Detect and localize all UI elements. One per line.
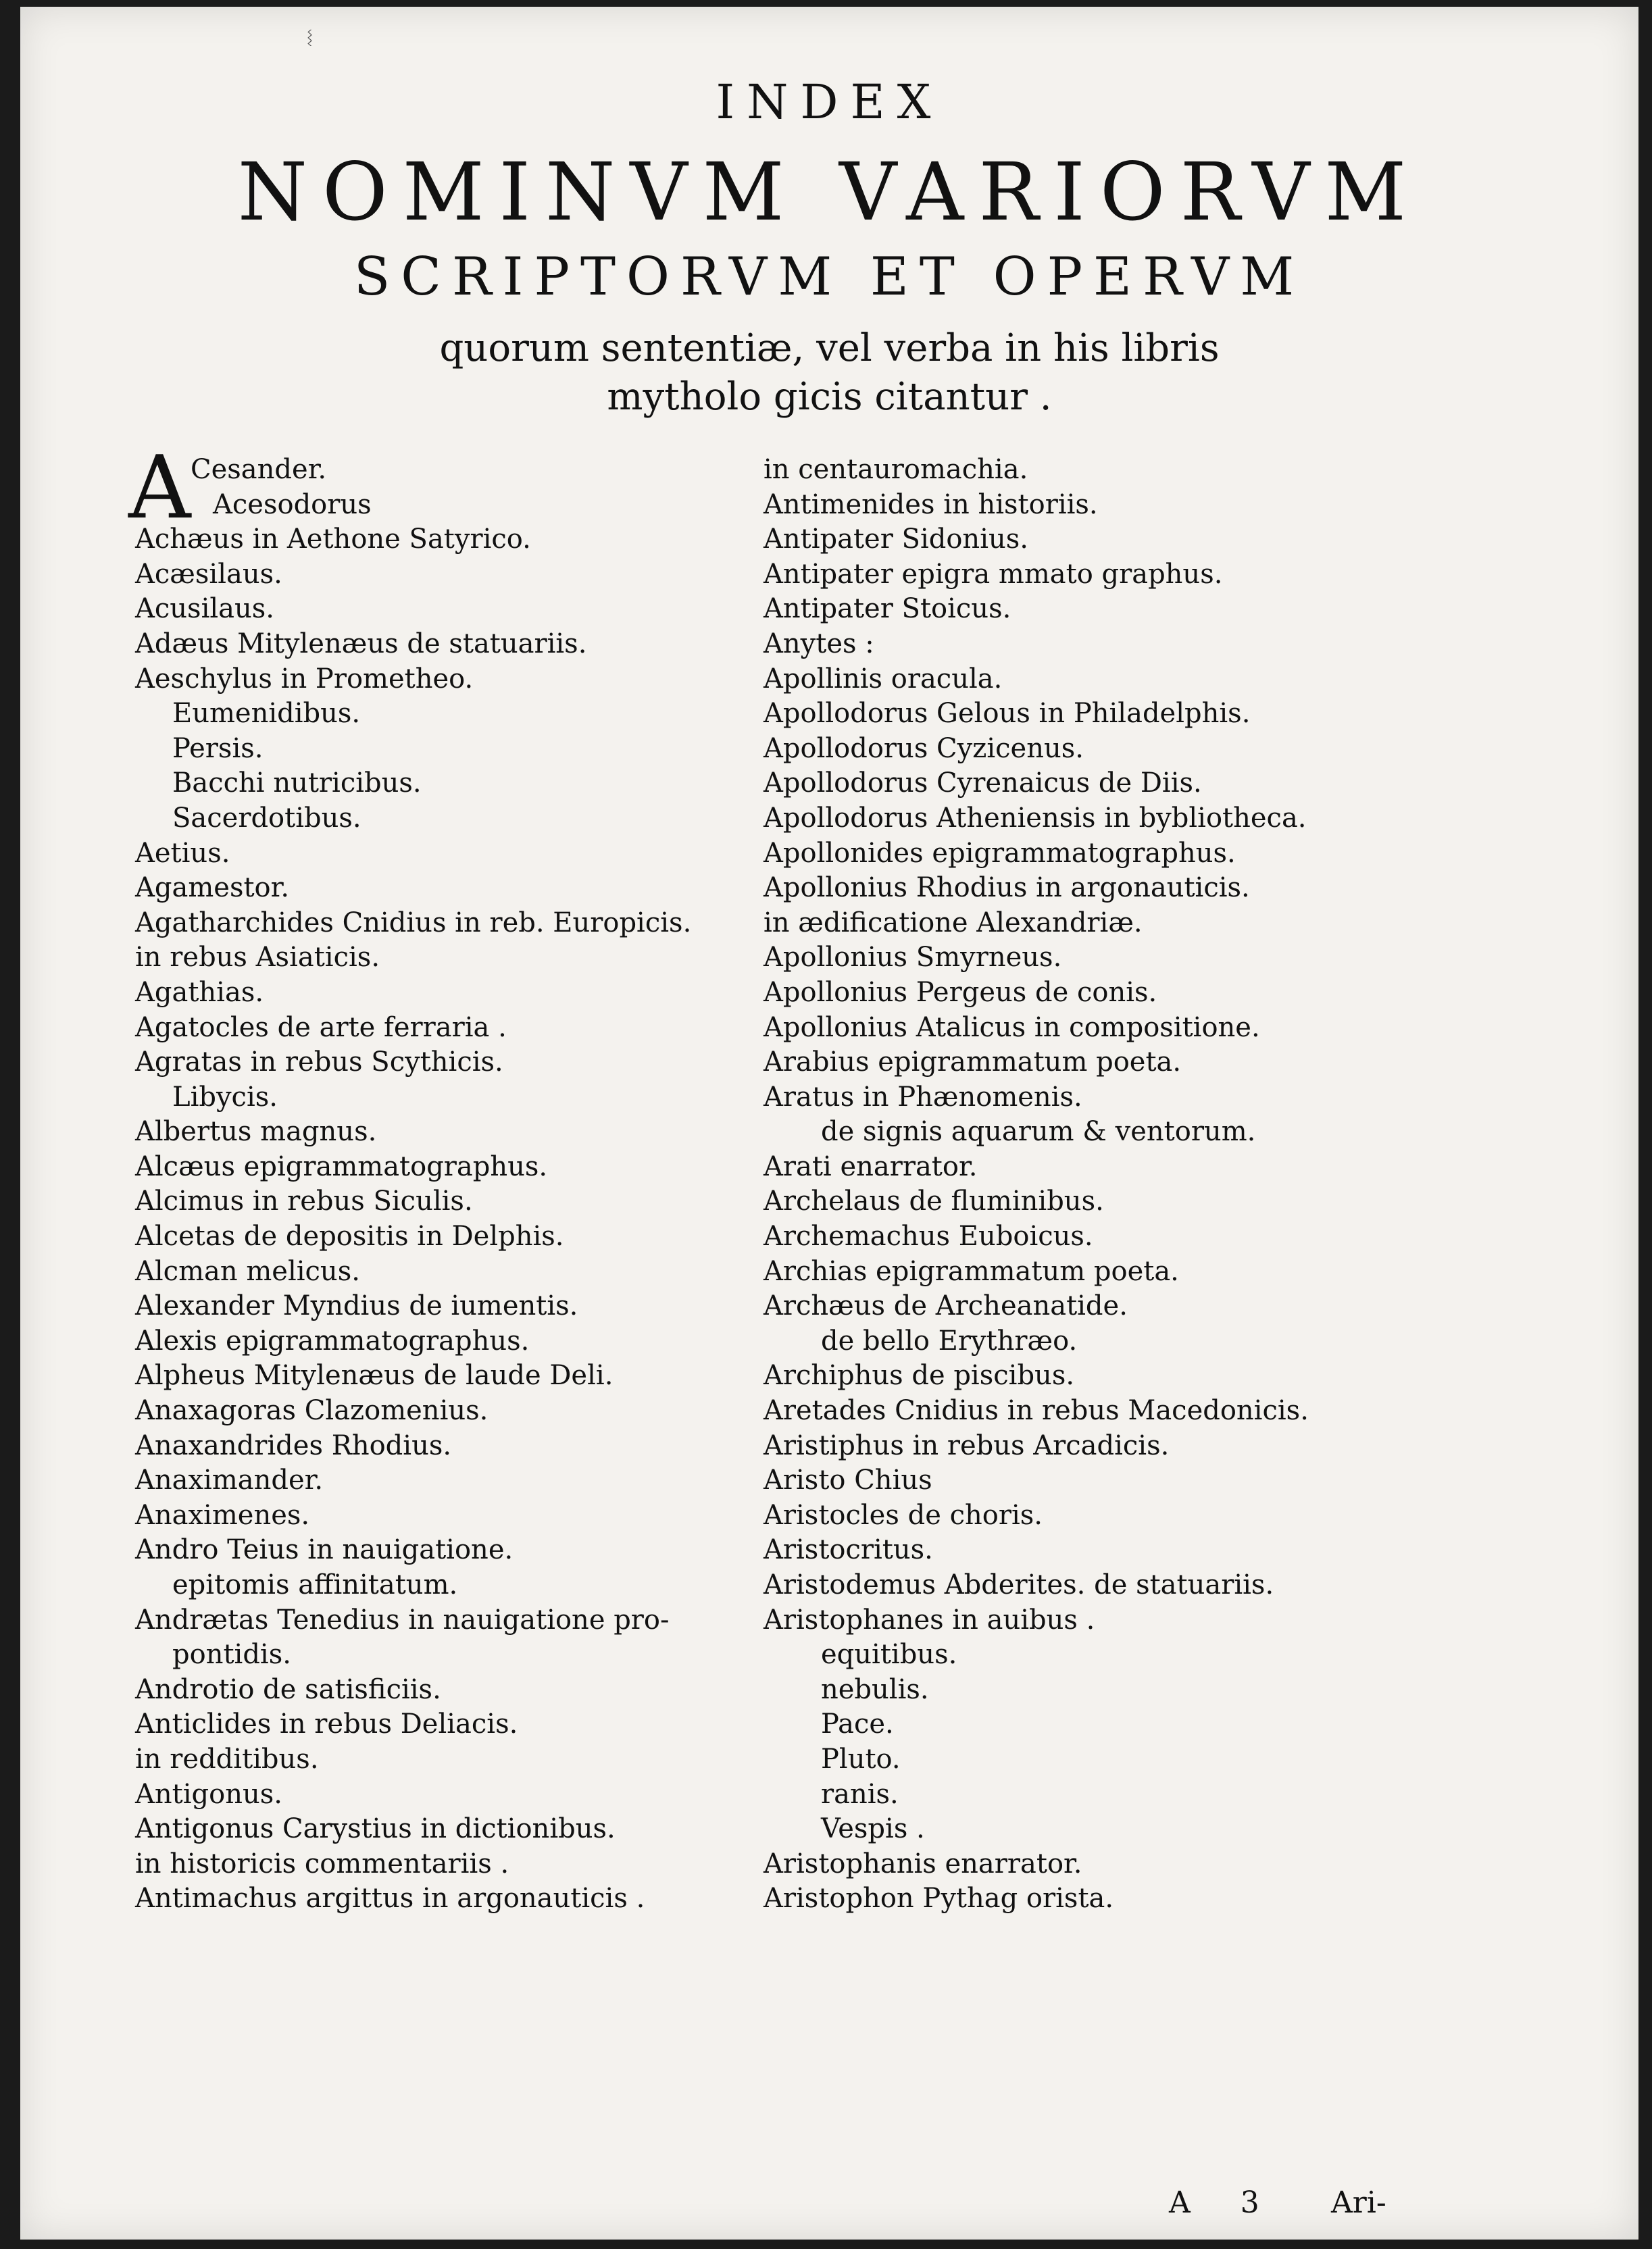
- index-entry: Antipater epigra mmato graphus.: [764, 558, 1223, 590]
- index-entry: Anaxagoras Clazomenius.: [135, 1395, 489, 1427]
- index-entry: Cesander.: [191, 454, 327, 485]
- index-subentry: ranis.: [821, 1778, 899, 1810]
- index-entry: Antigonus.: [135, 1778, 282, 1810]
- index-entry: Agatocles de arte ferraria .: [135, 1011, 507, 1043]
- subtitle-line-1: quorum sententiæ, vel verba in his libris: [439, 326, 1220, 370]
- index-entry: Adæus Mitylenæus de statuariis.: [135, 628, 587, 659]
- index-entry: Alcimus in rebus Siculis.: [135, 1186, 473, 1217]
- index-entry: Acæsilaus.: [135, 558, 282, 590]
- index-subentry: Vespis .: [821, 1813, 925, 1845]
- title-scriptorum: SCRIPTORVM ET OPERVM: [353, 247, 1305, 307]
- book-page: [20, 7, 1638, 2240]
- index-entry: Agratas in rebus Scythicis.: [135, 1046, 503, 1078]
- index-subentry: Bacchi nutricibus.: [172, 767, 422, 799]
- drop-capital: A: [128, 438, 191, 538]
- index-entry: Archemachus Euboicus.: [764, 1221, 1093, 1253]
- index-entry: Aeschylus in Prometheo.: [135, 663, 474, 694]
- index-entry: Archæus de Archeanatide.: [764, 1290, 1128, 1322]
- index-entry: Agathias.: [135, 976, 264, 1008]
- title-nominum: NOMINVM VARIORVM: [237, 145, 1422, 238]
- index-subentry: Eumenidibus.: [172, 698, 361, 730]
- index-subentry: Sacerdotibus.: [172, 802, 361, 834]
- index-subentry: in historicis commentariis .: [135, 1848, 509, 1879]
- index-entry: Apollonides epigrammatographus.: [764, 837, 1236, 869]
- index-entry: Anaximander.: [135, 1465, 324, 1496]
- index-entry: Aristiphus in rebus Arcadicis.: [764, 1430, 1170, 1461]
- index-entry: Aratus in Phænomenis.: [764, 1081, 1082, 1113]
- index-entry: Albertus magnus.: [135, 1116, 377, 1148]
- index-entry: Arabius epigrammatum poeta.: [764, 1046, 1182, 1078]
- index-entry: Aretades Cnidius in rebus Macedonicis.: [764, 1395, 1309, 1427]
- catchword: Ari-: [1331, 2185, 1386, 2220]
- index-entry: Andrætas Tenedius in nauigatione pro-: [135, 1604, 670, 1636]
- index-entry: Androtio de satisficiis.: [135, 1673, 441, 1705]
- index-entry: Acusilaus.: [135, 593, 275, 625]
- index-entry: Aristodemus Abderites. de statuariis.: [764, 1569, 1274, 1600]
- index-entry: Alexander Myndius de iumentis.: [135, 1290, 578, 1322]
- index-subentry: in centauromachia.: [764, 454, 1028, 485]
- index-entry: Aristophanes in auibus .: [764, 1604, 1095, 1636]
- index-entry: Apollonius Rhodius in argonauticis.: [764, 872, 1250, 904]
- index-subentry: Pace.: [821, 1709, 894, 1740]
- index-subentry: Persis.: [172, 732, 264, 764]
- index-entry: Alpheus Mitylenæus de laude Deli.: [135, 1360, 614, 1392]
- index-entry: Anytes :: [764, 628, 874, 659]
- index-entry: Apollonius Smyrneus.: [764, 942, 1062, 974]
- subtitle: [20, 324, 1638, 422]
- index-entry: Anticlides in rebus Deliacis.: [135, 1709, 518, 1740]
- index-entry: Apollodorus Atheniensis in bybliotheca.: [764, 802, 1307, 834]
- index-subentry: in ædificatione Alexandriæ.: [764, 907, 1143, 938]
- index-subentry: Libycis.: [172, 1081, 278, 1113]
- subtitle-line-2: mytholo gicis citantur .: [607, 375, 1052, 419]
- index-entry: Aristocles de choris.: [764, 1499, 1043, 1531]
- index-subentry: in rebus Asiaticis.: [135, 942, 380, 974]
- index-right-column: [764, 453, 1473, 1917]
- index-entry: Agamestor.: [135, 872, 290, 904]
- index-subentry: de bello Erythræo.: [821, 1325, 1078, 1357]
- index-entry: Antimachus argittus in argonauticis .: [135, 1883, 645, 1915]
- index-left-column: [128, 438, 757, 1917]
- index-entry: Aristocritus.: [764, 1534, 933, 1566]
- index-entry: Anaximenes.: [135, 1499, 310, 1531]
- index-entry: Antipater Stoicus.: [764, 593, 1011, 625]
- index-entry: Antipater Sidonius.: [764, 524, 1028, 555]
- index-entry: Alcetas de depositis in Delphis.: [135, 1221, 564, 1253]
- index-entry: Achæus in Aethone Satyrico.: [135, 524, 531, 555]
- index-entry: Alexis epigrammatographus.: [135, 1325, 530, 1357]
- index-entry: Alcæus epigrammatographus.: [135, 1151, 548, 1182]
- index-entry: Apollinis oracula.: [764, 663, 1003, 694]
- index-entry: Aristo Chius: [764, 1465, 932, 1496]
- index-entry: Aristophanis enarrator.: [764, 1848, 1082, 1879]
- index-entry: Apollonius Pergeus de conis.: [764, 976, 1157, 1008]
- index-subentry: in redditibus.: [135, 1743, 319, 1775]
- index-subentry: pontidis.: [172, 1639, 291, 1671]
- index-entry: Apollodorus Gelous in Philadelphis.: [764, 698, 1251, 730]
- index-entry: Alcman melicus.: [135, 1255, 360, 1287]
- index-entry: Aristophon Pythag orista.: [764, 1883, 1114, 1915]
- index-subentry: de signis aquarum & ventorum.: [821, 1116, 1256, 1148]
- index-entry: Antigonus Carystius in dictionibus.: [135, 1813, 616, 1845]
- index-entry: Archelaus de fluminibus.: [764, 1186, 1104, 1217]
- index-entry: Anaxandrides Rhodius.: [135, 1430, 452, 1461]
- index-entry: Apollodorus Cyzicenus.: [764, 732, 1084, 764]
- index-entry: Acesodorus: [213, 488, 372, 520]
- index-subentry: equitibus.: [821, 1639, 957, 1671]
- index-entry: Arati enarrator.: [764, 1151, 978, 1182]
- page-mark: ᛵ: [304, 27, 316, 49]
- index-entry: Andro Teius in nauigatione.: [135, 1534, 514, 1566]
- index-entry: Apollonius Atalicus in compositione.: [764, 1011, 1260, 1043]
- index-entry: Archias epigrammatum poeta.: [764, 1255, 1179, 1287]
- signature-mark: A 3: [1169, 2185, 1280, 2220]
- index-entry: Agatharchides Cnidius in reb. Europicis.: [135, 907, 692, 938]
- index-entry: Archiphus de piscibus.: [764, 1360, 1075, 1392]
- title-index: INDEX: [716, 74, 943, 130]
- index-subentry: epitomis affinitatum.: [172, 1569, 458, 1600]
- index-entry: Aetius.: [135, 837, 230, 869]
- index-entry: Antimenides in historiis.: [764, 488, 1098, 520]
- index-subentry: nebulis.: [821, 1673, 929, 1705]
- index-subentry: Pluto.: [821, 1743, 901, 1775]
- index-entry: Apollodorus Cyrenaicus de Diis.: [764, 767, 1202, 799]
